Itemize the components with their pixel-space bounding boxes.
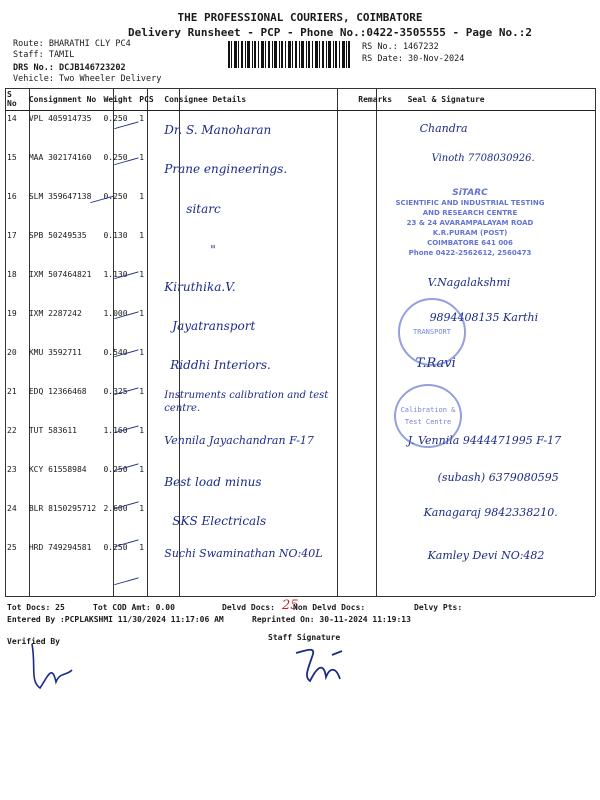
row-weight: 1.000 <box>103 309 128 318</box>
row-pcs: 1 <box>139 504 145 513</box>
row-consignment: VPL 405914735 <box>28 114 92 123</box>
table-row <box>5 384 595 423</box>
route-label: Route: BHARATHI CLY PC4 <box>13 39 131 49</box>
grid-line <box>595 88 596 596</box>
stamp-text: TRANSPORT <box>413 328 451 336</box>
row-sno: 22 <box>7 426 17 435</box>
staff-signature <box>290 643 350 689</box>
row-sno: 16 <box>7 192 17 201</box>
row-consignee: " <box>210 243 216 257</box>
col-remarks: Remarks <box>356 88 405 111</box>
delivery-points-label: Delvy Pts: <box>414 603 463 612</box>
barcode-image <box>228 41 350 68</box>
table-row <box>5 150 595 189</box>
row-weight: 1.130 <box>103 270 128 279</box>
row-weight: 2.600 <box>103 504 128 513</box>
delivered-docs-label: Delvd Docs: <box>222 603 275 612</box>
row-sno: 20 <box>7 348 17 357</box>
stamp-text: Phone 0422-2562612, 2560473 <box>408 249 532 257</box>
row-signature: (subash) 6379080595 <box>437 471 559 484</box>
row-signature: Kanagaraj 9842338210. <box>423 506 558 519</box>
row-pcs: 1 <box>139 543 145 552</box>
row-consignee: SKS Electricals <box>172 514 267 528</box>
row-sno: 19 <box>7 309 17 318</box>
table-row <box>5 540 595 579</box>
delivered-docs-value: 25 <box>282 598 299 613</box>
row-sno: 25 <box>7 543 17 552</box>
drs-number: DRS No.: DCJB146723202 <box>13 63 126 73</box>
row-consignee: Instruments calibration and test centre. <box>164 390 329 414</box>
row-sno: 17 <box>7 231 17 240</box>
staff-label: Staff: TAMIL <box>13 50 75 60</box>
col-pcs: PCS <box>137 88 162 111</box>
row-pcs: 1 <box>139 465 145 474</box>
row-consignee: Vennila Jayachandran F-17 <box>164 434 314 447</box>
col-weight: Weight <box>101 88 137 111</box>
stamp-text: AND RESEARCH CENTRE <box>422 209 518 217</box>
staff-signature-label: Staff Signature <box>268 633 341 642</box>
rs-number: RS No.: 1467232 <box>362 42 439 52</box>
entered-by: Entered By :PCPLAKSHMI 11/30/2024 11:17:06 AM <box>7 615 224 624</box>
row-pcs: 1 <box>139 192 145 201</box>
row-pcs: 1 <box>139 270 145 279</box>
table-bottom-rule <box>5 596 595 597</box>
row-consignment: EDQ 12366468 <box>28 387 87 396</box>
stamp-text: SiTARC <box>452 188 488 198</box>
total-cod: Tot COD Amt: 0.00 <box>93 603 175 612</box>
runsheet-table <box>5 88 595 579</box>
row-weight: 0.130 <box>103 231 128 240</box>
row-pcs: 1 <box>139 309 145 318</box>
table-row <box>5 501 595 540</box>
row-sno: 21 <box>7 387 17 396</box>
row-signature: Vinoth 7708030926. <box>431 153 535 164</box>
row-consignment: IXM 2287242 <box>28 309 82 318</box>
table-row <box>5 345 595 384</box>
row-consignment: SLM 359647138 <box>28 192 92 201</box>
row-consignee: Jayatransport <box>172 319 256 333</box>
row-weight: 0.250 <box>103 465 128 474</box>
row-consignee: Best load minus <box>164 475 262 489</box>
row-consignee: Riddhi Interiors. <box>170 358 271 372</box>
row-consignment: IXM 507464821 <box>28 270 92 279</box>
stamp-text: 23 & 24 AVARAMPALAYAM ROAD <box>406 219 534 227</box>
transport-stamp <box>398 298 466 366</box>
row-consignment: MAA 302174160 <box>28 153 92 162</box>
row-weight: 1.160 <box>103 426 128 435</box>
row-consignment: KMU 3592711 <box>28 348 82 357</box>
row-weight: 0.540 <box>103 348 128 357</box>
row-sno: 14 <box>7 114 17 123</box>
rs-date: RS Date: 30-Nov-2024 <box>362 54 465 64</box>
row-consignment: TUT 583611 <box>28 426 77 435</box>
stamp-text: Calibration & Test Centre <box>400 406 456 426</box>
non-delivered-label: Non Delvd Docs: <box>293 603 366 612</box>
row-weight: 0.325 <box>103 387 128 396</box>
table-row <box>5 267 595 306</box>
row-pcs: 1 <box>139 348 145 357</box>
row-consignee: Suchi Swaminathan NO:40L <box>164 547 323 560</box>
total-docs: Tot Docs: 25 <box>7 603 65 612</box>
row-consignment: HRD 749294581 <box>28 543 92 552</box>
table-row <box>5 306 595 345</box>
row-pcs: 1 <box>139 231 145 240</box>
row-pcs: 1 <box>139 114 145 123</box>
runsheet-title: Delivery Runsheet - PCP - Phone No.:0422-3505555 - Page No.:2 <box>128 26 532 39</box>
verified-by-label: Verified By <box>7 637 60 646</box>
row-consignee: Prane engineerings. <box>164 162 288 176</box>
row-consignee: Dr. S. Manoharan <box>164 123 272 137</box>
col-sno: S No <box>5 88 27 111</box>
row-sno: 15 <box>7 153 17 162</box>
row-signature: T.Ravi <box>415 356 456 371</box>
table-header-row <box>5 88 595 111</box>
row-consignee: Kiruthika.V. <box>164 280 236 294</box>
row-sno: 18 <box>7 270 17 279</box>
row-consignee: sitarc <box>186 202 221 216</box>
row-sno: 24 <box>7 504 17 513</box>
col-consignee: Consignee Details <box>162 88 356 111</box>
calibration-stamp <box>394 384 462 448</box>
row-pcs: 1 <box>139 387 145 396</box>
vehicle-label: Vehicle: Two Wheeler Delivery <box>13 74 162 84</box>
stamp-text: K.R.PURAM (POST) <box>432 229 508 237</box>
row-consignment: BLR 8150295712 <box>28 504 97 513</box>
stamp-text: SCIENTIFIC AND INDUSTRIAL TESTING <box>395 199 545 207</box>
row-signature: J. Vennila 9444471995 F-17 <box>407 434 562 447</box>
row-pcs: 1 <box>139 426 145 435</box>
row-weight: 0.250 <box>103 192 128 201</box>
stamp-text: COIMBATORE 641 006 <box>427 239 513 247</box>
sitarc-stamp <box>380 188 560 272</box>
row-signature: Chandra <box>419 122 468 135</box>
row-signature: V.Nagalakshmi <box>427 276 511 289</box>
row-weight: 0.250 <box>103 153 128 162</box>
company-title: THE PROFESSIONAL COURIERS, COIMBATORE <box>177 11 423 24</box>
table-row <box>5 423 595 462</box>
row-signature: 9894408135 Karthi <box>429 311 539 324</box>
row-weight: 0.250 <box>103 114 128 123</box>
row-weight: 0.250 <box>103 543 128 552</box>
row-sno: 23 <box>7 465 17 474</box>
table-row <box>5 111 595 151</box>
table-row <box>5 462 595 501</box>
col-consignment: Consignment No <box>27 88 102 111</box>
reprinted-on: Reprinted On: 30-11-2024 11:19:13 <box>252 615 411 624</box>
row-pcs: 1 <box>139 153 145 162</box>
verifier-signature <box>22 636 82 696</box>
row-signature: Kamley Devi NO:482 <box>427 549 545 562</box>
row-consignment: KCY 61558984 <box>28 465 87 474</box>
row-consignment: SPB 50249535 <box>28 231 87 240</box>
col-seal: Seal & Signature <box>406 88 595 111</box>
